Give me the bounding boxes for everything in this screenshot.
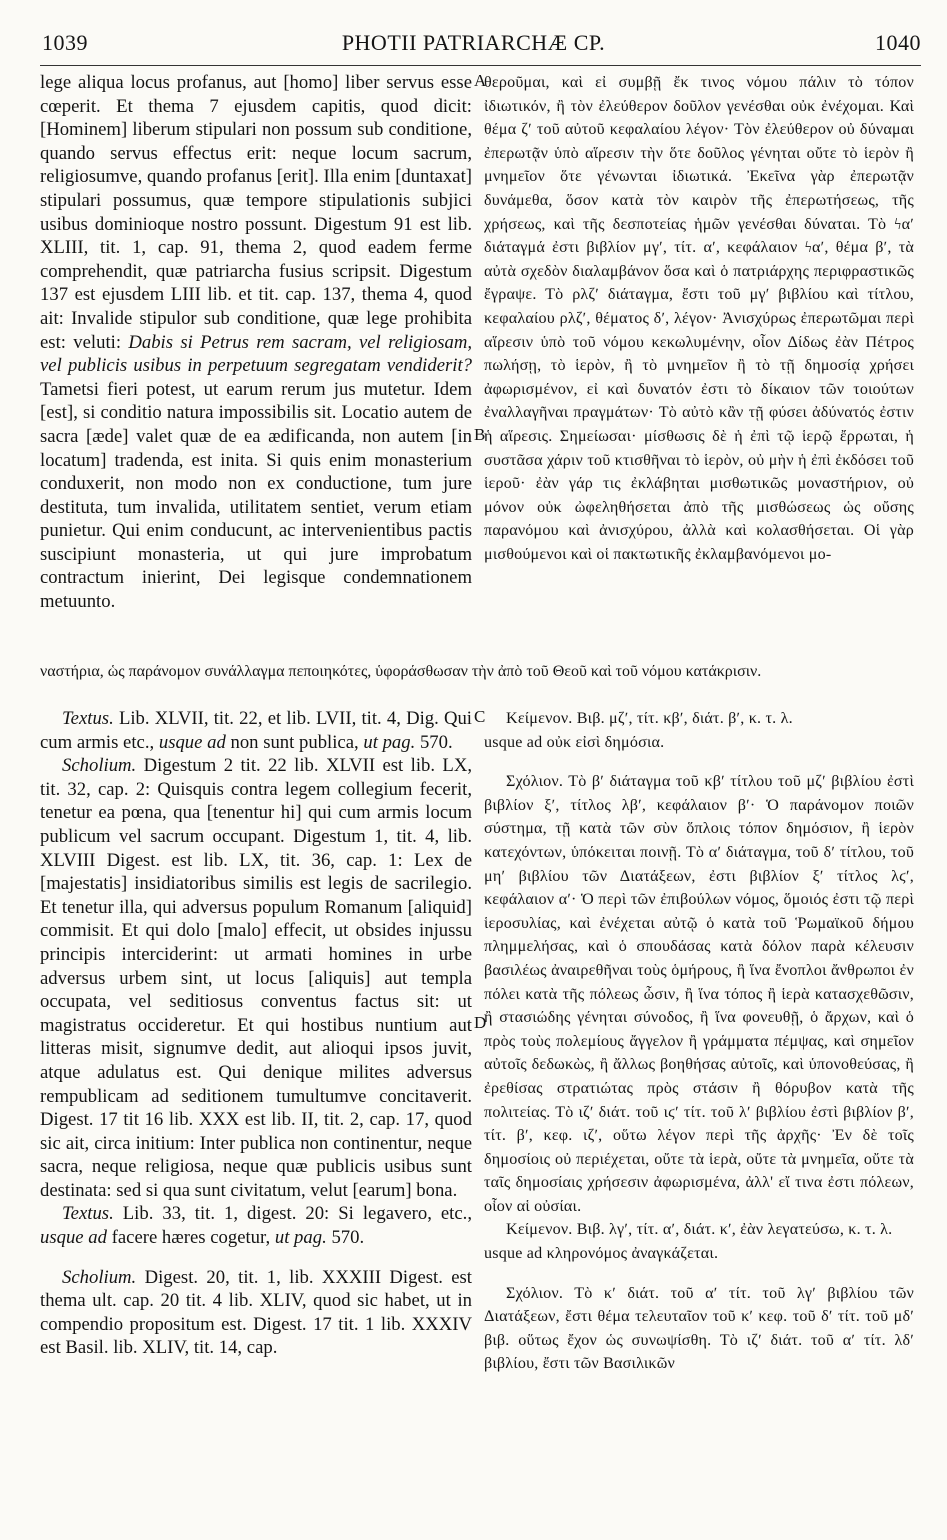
greek-column-bottom: [484, 707, 914, 1376]
latin-column-top: [40, 71, 472, 614]
scholium-1: Scholium. Digestum 2 tit. 22 lib. XLVII est lib. LX, tit. 32, cap. 2: Quisquis contra legem collegium fecerit, tenetur ea pœna, qua [tenentur hi] qui cum armis locum publicum vel sacrum occupant. Digestum 1, tit. 4, lib. XLVIII Digest. est lib. LX, tit. 36, cap. 1: Lex de [majestatis] insidiatoribus similis est legis de sacrilegio. Et tenetur illa, qui adversus populum Romanum [aliquid] commisit. Et qui dolo [malo] effecit, ut obsides injussu principis interciderint: ut armati homines in urbe adversus urbem sint, ut locus [aliquis] aut templa occupata, vel seditiosus conventus factus sit: ut magistratus occideretur. Et qui hostibus nuntium aut litteras misit, signumve dedit, aut alioqui ipsos juvit, atque adulatus est. Qui denique milites adversus rempublicam ad seditionem tumultumve concitaverit. Digest. 17 tit 16 lib. XXX est lib. II, tit. 2, cap. 17, quod sic ait, circa initium: Inter publica non continentur, neque sacra, neque religiosa, neque quæ publicis usibus sunt destinata: sed si qua sunt civitatum, velut [earum] bona.: [40, 755, 473, 1201]
margin-mark-c: C: [474, 707, 486, 726]
keimenon-1-usque: usque ad οὐκ εἰσὶ δημόσια.: [484, 733, 665, 751]
header-rule: [40, 65, 921, 66]
keimenon-1: Κείμενον. Βιβ. μζʹ, τίτ. κβʹ, διάτ. βʹ, κ. τ. λ.: [506, 710, 793, 727]
scholion-1: Σχόλιον. Τὸ βʹ διάταγμα τοῦ κβʹ τίτλου τοῦ μζʹ βιβλίου ἐστὶ βιβλίον ξʹ, τίτλος λβʹ, κεφάλαιον βʹ· Ὁ παράνομον ποιῶν σύστημα, τῇ κατὰ τῶν σὺν ὅπλοις τόπον δημόσιον, ἢ ἱερὸν κατεχόντων, ὑπόκειται ποινῇ. Τὸ αʹ διάταγμα, τοῦ δʹ τίτλου, τοῦ μηʹ βιβλίου τῶν Διατάξεων, ἐστι βιβλίον ξʹ τίτλος λϛʹ, κεφάλαιον αʹ· Ὁ περὶ τῶν ἐπιβούλων νόμος, ὅμοιός ἐστι τῷ περὶ ἱεροσυλίας, καὶ ἐνέχεται αὐτῷ ὁ κατὰ τοῦ Ῥωμαϊκοῦ δήμου πλημμελήσας, καὶ ὁ σπουδάσας κατὰ δόλον παρὰ κέλευσιν βασιλέως ἀναιρεθῆναι τοὺς ὁμήρους, ἢ ἵνα ἔνοπλοι ἄνθρωποι ἐν πόλει κατὰ τῆς πόλεως ὦσιν, ἢ ἵνα τόπος ἢ ἱερὰ κατασχεθῶσιν, ἢ στασιώδης γένηται σύνοδος, ἢ ἵνα φονευθῇ, ὁ ἄρχων, καὶ ὁ πρὸς τοὺς πολεμίους ἄγγελον ἢ γράμματα πέμψας, καὶ σημεῖον αὐτοῖς δεδωκὼς, ἢ ἄλλως βοηθήσας αὐτοῖς, καὶ ὑπονοθεύσας, ἢ ἐρεθίσας στρατιώτας πρὸς στάσιν ἢ θόρυβον κατὰ τῆς πολιτείας. Τὸ ιζʹ διάτ. τοῦ ιϛʹ τίτ. τοῦ λʹ βιβλίου ἐστὶ βιβλίον βʹ, τίτ. βʹ, κεφ. ιζʹ, οὕτω λέγον περὶ τῆς ἀρχῆς· Ἐν δὲ τοῖς δημοσίοις οὐ περιέχεται, οὔτε τὰ ἱερὰ, οὔτε τὰ μνημεῖα, οὔτε τὰ ταῖς δημοσίαις χρήσεσιν ἀφωρισμένα, ἀλλ' εἴ τινα ἐστι πόλεων, οἷον αἱ οὐσίαι.: [484, 773, 914, 1215]
latin-paragraph-1: lege aliqua locus profanus, aut [homo] liber servus esse cœperit. Et thema 7 ejusdem capitis, quod dicit: [Hominem] liberum stipulari non possum sub conditione, quando servus effectus erit: neque locum sacrum, religiosumve, quando profanus [erit]. Illa enim [duntaxat] stipulari possumus, quæ tempore stipulationis subjici usibus dominioque nostro possunt. Digestum 91 est lib. XLIII, tit. 1, cap. 91, thema 2, quod eadem ferme comprehendit, quæ patriarcha fusius scripsit. Digestum 137 est ejusdem LIII lib. et tit. cap. 137, thema 4, quod ait: Invalide stipulor sub conditione, quæ lege prohibita est: veluti: Dabis si Petrus rem sacram, vel religiosam, vel publicis usibus in perpetuum segregatam vendiderit? Tametsi fieri potest, ut earum rerum jus mutetur. Idem [est], si conditio natura impossibilis sit. Locatio autem de sacra [æde] valet quæ de ea ædificanda, non autem [in locatum] tradenda, est inita. Si quis enim monasterium conduxerit, non modo non ex conductione, tum jure destituta, tum invalida, utilitatem sentiet, verum etiam punietur. Qui enim conducunt, ac intervenientibus pactis suscipiunt monasteria, ut qui jure improbatum contractum inierint, Dei legisque condemnationem metuunto.: [40, 72, 472, 613]
greek-fullwidth-line: ναστήρια, ὡς παράνομον συνάλλαγμα πεποιηκότες, ὑφοράσθωσαν τὴν ἀπὸ τοῦ Θεοῦ καὶ τοῦ νόμου κατάκρισιν.: [40, 663, 762, 680]
keimenon-2: Κείμενον. Βιβ. λγʹ, τίτ. αʹ, διάτ. κʹ, ἐὰν λεγατεύσω, κ. τ. λ.: [506, 1221, 893, 1239]
keimenon-2-usque: usque ad κληρονόμος ἀναγκάζεται.: [484, 1245, 719, 1263]
textus-1: Textus. Lib. XLVII, tit. 22, et lib. LVII, tit. 4, Dig. Qui cum armis etc., usque ad non sunt publica, ut pag. 570.: [40, 708, 473, 753]
textus-2: Textus. Lib. 33, tit. 1, digest. 20: Si legavero, etc., usque ad facere hæres cogetur, ut pag. 570.: [40, 1203, 472, 1249]
latin-italic-example: Dabis si Petrus rem sacram, vel religiosam, vel publicis usibus in perpetuum segregatam vendiderit?: [40, 331, 472, 377]
latin-column-bottom: [40, 707, 472, 1360]
margin-mark-a: A: [474, 71, 487, 90]
scholion-2: Σχόλιον. Τὸ κʹ διάτ. τοῦ αʹ τίτ. τοῦ λγʹ βιβλίου τῶν Διατάξεων, ἔστι θέμα τελευταῖον τοῦ κʹ κεφ. τοῦ δʹ τίτ. τοῦ μδʹ βιβ. οὕτως ἔχον ὡς συνωψίσθη. Τὸ ιζʹ διάτ. τοῦ αʹ τίτ. λδʹ βιβλίου, ἔστι τῶν Βασιλικῶν: [484, 1284, 914, 1373]
greek-paragraph-1: θεροῦμαι, καὶ εἰ συμβῇ ἔκ τινος νόμου πάλιν τὸ τόπον ἰδιωτικόν, ἢ τὸν ἐλεύθερον δοῦλον γενέσθαι οὐκ ἐνέχομαι. Καὶ θέμα ζʹ τοῦ αὐτοῦ κεφαλαίου λέγον· Τὸν ἐλεύθερον οὐ δύναμαι ἐπερωτᾷν ὑπὸ αἵρεσιν τὴν ὅτε δοῦλος γένηται οὔτε τὸ ἱερὸν ἢ μνημεῖον ὅτε γένωνται ἰδιωτικά. Ἐκεῖνα γὰρ ἐπερωτᾷν δυνάμεθα, ὅσον κατὰ τὸν καιρὸν τῆς ἐπερωτήσεως, τῆς χρήσεως, καὶ τῆς δεσποτείας ἡμῶν γενέσθαι δύναται. Τὸ ϟαʹ διάταγμά ἐστι βιβλίον μγʹ, τίτ. αʹ, κεφάλαιον ϟαʹ, θέμα βʹ, τὰ αὐτὰ σχεδὸν διαλαμβάνον ὅσα καὶ ὁ πατριάρχης περιφραστικῶς ἔγραψε. Τὸ ρλζʹ διάταγμα, ἔστι τοῦ μγʹ βιβλίου καὶ τίτλου, κεφαλαίου ρλζʹ, θέματος δʹ, λέγον· Ἀνισχύρως ἐπερωτῶμαι περὶ αἵρεσιν ὑπὸ τοῦ νόμου κεκωλυμένην, οἷον Δίδως ἐὰν Πέτρος πωλήσῃ, τὸ ἱερὸν, ἢ τὸ μνημεῖον ἢ τὸ τῇ δημοσίᾳ χρήσει ἀφωρισμένον, εἰ καὶ δυνατόν ἐστι τὸ δίκαιον τῶν τοιούτων ἐναλλαγῆναι πραγμάτων· Τὸ αὐτὸ κἂν τῇ φύσει ἀδύνατός ἐστιν ἡ αἵρεσις. Σημείωσαι· μίσθωσις δὲ ἡ ἐπὶ τῷ ἱερῷ ἔρρωται, ἡ συστᾶσα χάριν τοῦ κτισθῆναι τὸ ἱερὸν, οὐ μὴν ἡ ἐπὶ ἐκδόσει τοῦ ἱεροῦ· ἐὰν γάρ τις ἐκλάβηται μισθωτικῶς μοναστήριον, οὐ μόνον οὐκ ὠφεληθήσεται ἀπὸ τῆς μισθώσεως ὡς οὔσης παρανόμου καὶ ἀνισχύρου, ἀλλὰ καὶ κολασθήσεται. Οἱ γὰρ μισθούμενοι καὶ οἱ πακτωτικῆς ἐκλαμβανόμενοι μο-: [484, 74, 914, 563]
running-title: PHOTII PATRIARCHÆ CP.: [341, 30, 606, 55]
margin-mark-b: B: [474, 425, 486, 444]
right-page-number: 1040: [875, 30, 921, 55]
greek-column-top: [484, 71, 914, 566]
left-page-number: 1039: [42, 30, 88, 55]
scholium-2: Scholium. Digest. 20, tit. 1, lib. XXXIII Digest. est thema ult. cap. 20 tit. 4 lib. XLIV, quod sic habet, ut in compendio propositum est. Digest. 17 tit. 1 lib. XXXIV est Basil. lib. XLIV, tit. 14, cap.: [40, 1266, 472, 1359]
margin-mark-d: D: [474, 1013, 487, 1032]
